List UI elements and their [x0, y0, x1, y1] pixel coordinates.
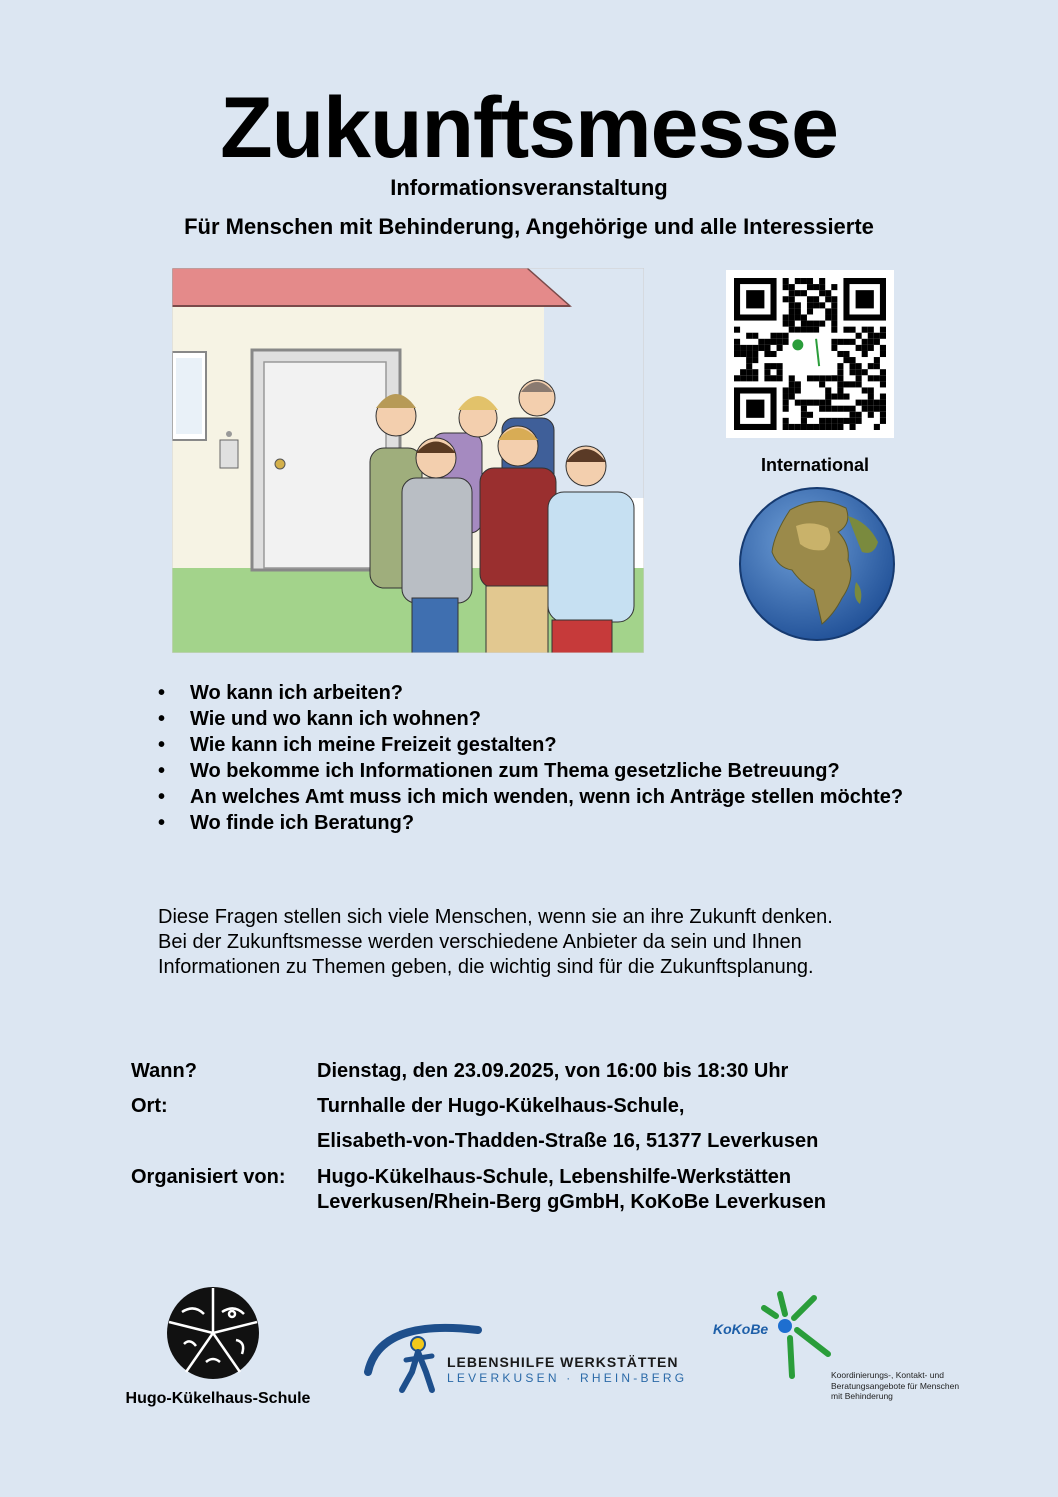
organizer-row	[131, 1165, 931, 1215]
lebenshilfe-name: LEBENSHILFE WERKSTÄTTEN	[447, 1354, 679, 1370]
list-item: • Wie kann ich meine Freizeit gestalten?	[158, 732, 918, 758]
place-value-line1: Turnhalle der Hugo-Kükelhaus-Schule,	[317, 1095, 685, 1117]
kokobe-description: Koordinierungs-, Kontakt- und Beratungsangebote für Menschen mit Behinderung	[831, 1370, 960, 1401]
when-row	[131, 1060, 931, 1095]
list-item: • Wo finde ich Beratung?	[158, 810, 918, 836]
international-label: International	[760, 455, 869, 475]
school-name: Hugo-Kükelhaus-Schule	[125, 1390, 311, 1407]
place-row-2	[131, 1130, 931, 1165]
globe-icon	[738, 486, 896, 642]
organizer-label: Organisiert von:	[131, 1166, 286, 1188]
when-label: Wann?	[131, 1060, 197, 1082]
list-item: • Wo bekomme ich Informationen zum Thema gesetzliche Betreuung?	[158, 758, 918, 784]
audience-line: Für Menschen mit Behinderung, Angehörige und alle Interessierte	[184, 214, 874, 239]
intro-line: Informationen zu Themen geben, die wichtig sind für die Zukunftsplanung.	[158, 956, 814, 978]
place-label: Ort:	[131, 1095, 168, 1117]
list-item: • Wo kann ich arbeiten?	[158, 680, 918, 706]
organizer-line1: Hugo-Kükelhaus-Schule, Lebenshilfe-Werkstätten	[317, 1166, 792, 1188]
event-details	[131, 1060, 931, 1215]
questions-list	[158, 680, 918, 836]
kokobe-logo-icon	[708, 1290, 838, 1386]
people-in-front-of-house-illustration	[172, 268, 644, 653]
page-title: Zukunftsmesse	[220, 80, 838, 176]
school-logo-icon	[166, 1286, 260, 1380]
intro-line: Diese Fragen stellen sich viele Menschen, wenn sie an ihre Zukunft denken.	[158, 906, 833, 928]
when-value: Dienstag, den 23.09.2025, von 16:00 bis 18:30 Uhr	[317, 1060, 789, 1082]
intro-line: Bei der Zukunftsmesse werden verschiedene Anbieter da sein und Ihnen	[158, 931, 802, 953]
qr-code-icon	[726, 270, 894, 438]
page-subtitle: Informationsveranstaltung	[390, 175, 668, 200]
kokobe-name: KoKoBe	[713, 1321, 769, 1337]
list-item: • An welches Amt muss ich mich wenden, wenn ich Anträge stellen möchte?	[158, 784, 918, 810]
place-row	[131, 1095, 931, 1130]
organizer-line2: Leverkusen/Rhein-Berg gGmbH, KoKoBe Leverkusen	[317, 1191, 827, 1213]
lebenshilfe-place: LEVERKUSEN · RHEIN-BERG	[447, 1371, 688, 1385]
intro-paragraph	[158, 905, 918, 980]
list-item: • Wie und wo kann ich wohnen?	[158, 706, 918, 732]
place-value-line2: Elisabeth-von-Thadden-Straße 16, 51377 Leverkusen	[317, 1130, 819, 1152]
